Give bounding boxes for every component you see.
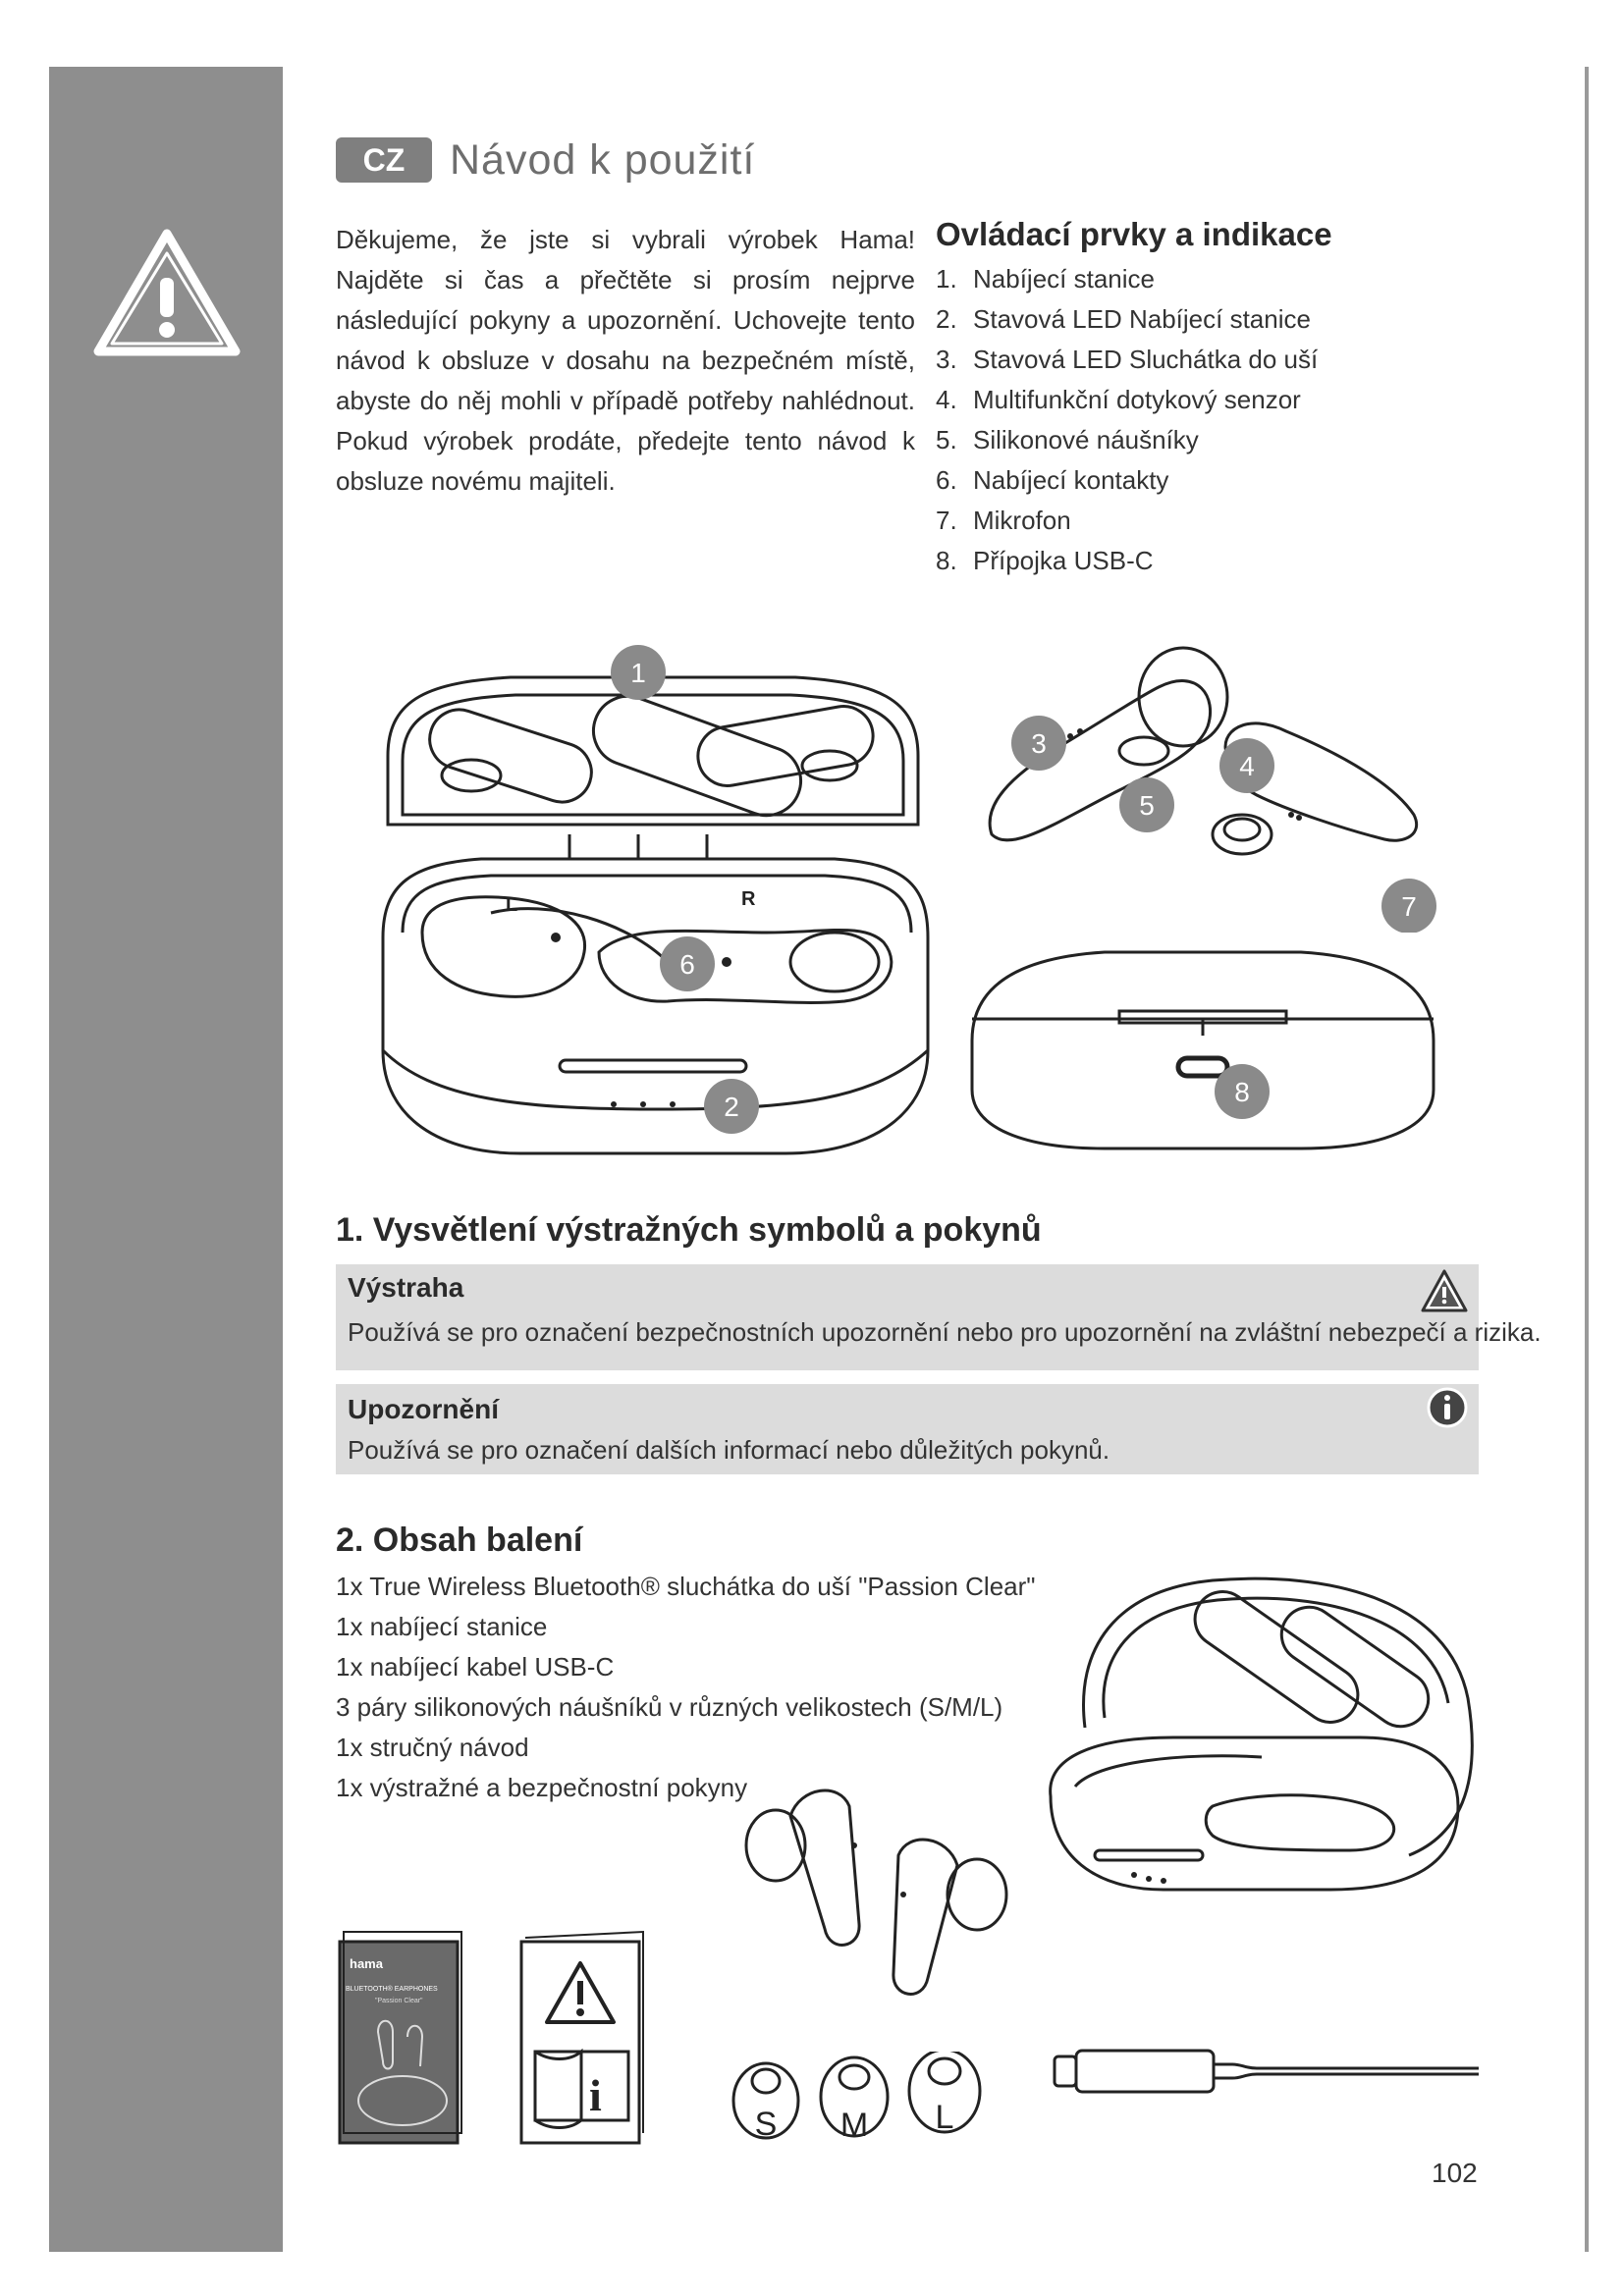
controls-list <box>936 216 1387 581</box>
warning-triangle-icon <box>88 224 245 361</box>
list-item: 1x nabíjecí kabel USB-C <box>336 1652 615 1682</box>
case-right-label: R <box>741 888 756 910</box>
booklet-subtitle: BLUETOOTH® EARPHONES <box>346 1986 438 1993</box>
list-item: 2. Stavová LED Nabíjecí stanice <box>936 304 1311 334</box>
intro-paragraph: Děkujeme, že jste si vybrali výrobek Hama! Najděte si čas a přečtěte si prosím nejprve následující pokyny a upozornění. Uchovejte tento návod k obsluze v dosahu na bezpečném místě, abyste do něj mohli v případě potřeby nahlédnout. Pokud výrobek prodáte, předejte tento návod k obsluze novému majiteli. <box>336 225 915 496</box>
list-item: 1x True Wireless Bluetooth® sluchátka do uší "Passion Clear" <box>336 1572 1036 1601</box>
list-item: 1x stručný návod <box>336 1733 529 1762</box>
ear-tips-illustration <box>727 2052 1001 2150</box>
package-earbuds-illustration <box>731 1767 1026 2042</box>
svg-text:5: 5 <box>1139 790 1155 821</box>
earbuds-diagram <box>972 638 1443 933</box>
page-number: 102 <box>1432 2158 1478 2188</box>
intro-text <box>336 220 915 502</box>
svg-text:2: 2 <box>724 1092 739 1122</box>
svg-text:6: 6 <box>679 949 695 980</box>
callout-5 <box>1119 777 1174 832</box>
note-box <box>336 1384 1479 1474</box>
tip-size-m: M <box>839 2107 869 2144</box>
list-item: 6. Nabíjecí kontakty <box>936 465 1169 495</box>
callout-3 <box>1011 716 1066 771</box>
list-item: 7. Mikrofon <box>936 506 1071 535</box>
callout-6 <box>660 936 715 991</box>
svg-text:4: 4 <box>1239 751 1255 781</box>
controls-heading: Ovládací prvky a indikace <box>936 216 1332 252</box>
language-badge: CZ <box>336 137 432 183</box>
tip-size-l: L <box>935 2099 954 2136</box>
list-item: 1x nabíjecí stanice <box>336 1612 548 1641</box>
safety-instructions-booklet <box>515 1924 653 2150</box>
callout-1 <box>611 645 666 700</box>
warning-text: Používá se pro označení bezpečnostních upozornění nebo pro upozornění na zvláštní nebezpečí a rizika. <box>348 1317 1542 1347</box>
svg-text:8: 8 <box>1234 1077 1250 1107</box>
info-glyph: i <box>589 2070 602 2120</box>
list-item: 4. Multifunkční dotykový senzor <box>936 385 1301 414</box>
sidebar <box>49 67 283 2252</box>
svg-text:1: 1 <box>630 658 646 688</box>
list-item: 3 páry silikonových náušníků v různých velikostech (S/M/L) <box>336 1692 1003 1722</box>
section-1-title: 1. Vysvětlení výstražných symbolů a pokynů <box>336 1211 1042 1249</box>
note-text: Používá se pro označení dalších informací nebo důležitých pokynů. <box>348 1435 1110 1465</box>
svg-text:3: 3 <box>1031 728 1047 759</box>
usb-c-cable-illustration <box>1051 2037 1483 2115</box>
closed-case-diagram <box>967 942 1438 1158</box>
section-2-title: 2. Obsah balení <box>336 1522 583 1559</box>
callout-4 <box>1219 738 1274 793</box>
charging-case-diagram <box>373 638 933 1168</box>
list-item: 1x výstražné a bezpečnostní pokyny <box>336 1773 748 1802</box>
list-item: 3. Stavová LED Sluchátka do uší <box>936 345 1319 374</box>
warning-icon <box>1420 1268 1469 1313</box>
callout-8 <box>1215 1064 1270 1119</box>
svg-text:7: 7 <box>1401 891 1417 922</box>
info-icon <box>1426 1386 1469 1429</box>
note-heading: Upozornění <box>348 1394 499 1424</box>
callout-7 <box>1381 879 1436 933</box>
booklet-brand: hama <box>350 1956 383 1971</box>
list-item: 1. Nabíjecí stanice <box>936 264 1155 294</box>
callout-2 <box>704 1079 759 1134</box>
tip-size-s: S <box>754 2106 778 2143</box>
package-case-illustration <box>1036 1571 1488 1895</box>
booklet-model: "Passion Clear" <box>375 1998 423 2004</box>
warning-heading: Výstraha <box>348 1272 464 1303</box>
page-header <box>336 135 755 185</box>
right-margin-rule <box>1585 67 1589 2252</box>
list-item: 8. Přípojka USB-C <box>936 546 1154 575</box>
quick-guide-booklet <box>334 1924 471 2150</box>
warning-box <box>336 1264 1542 1370</box>
case-left-label: L <box>506 894 518 916</box>
list-item: 5. Silikonové náušníky <box>936 425 1199 454</box>
page-title: Návod k použití <box>450 135 756 184</box>
